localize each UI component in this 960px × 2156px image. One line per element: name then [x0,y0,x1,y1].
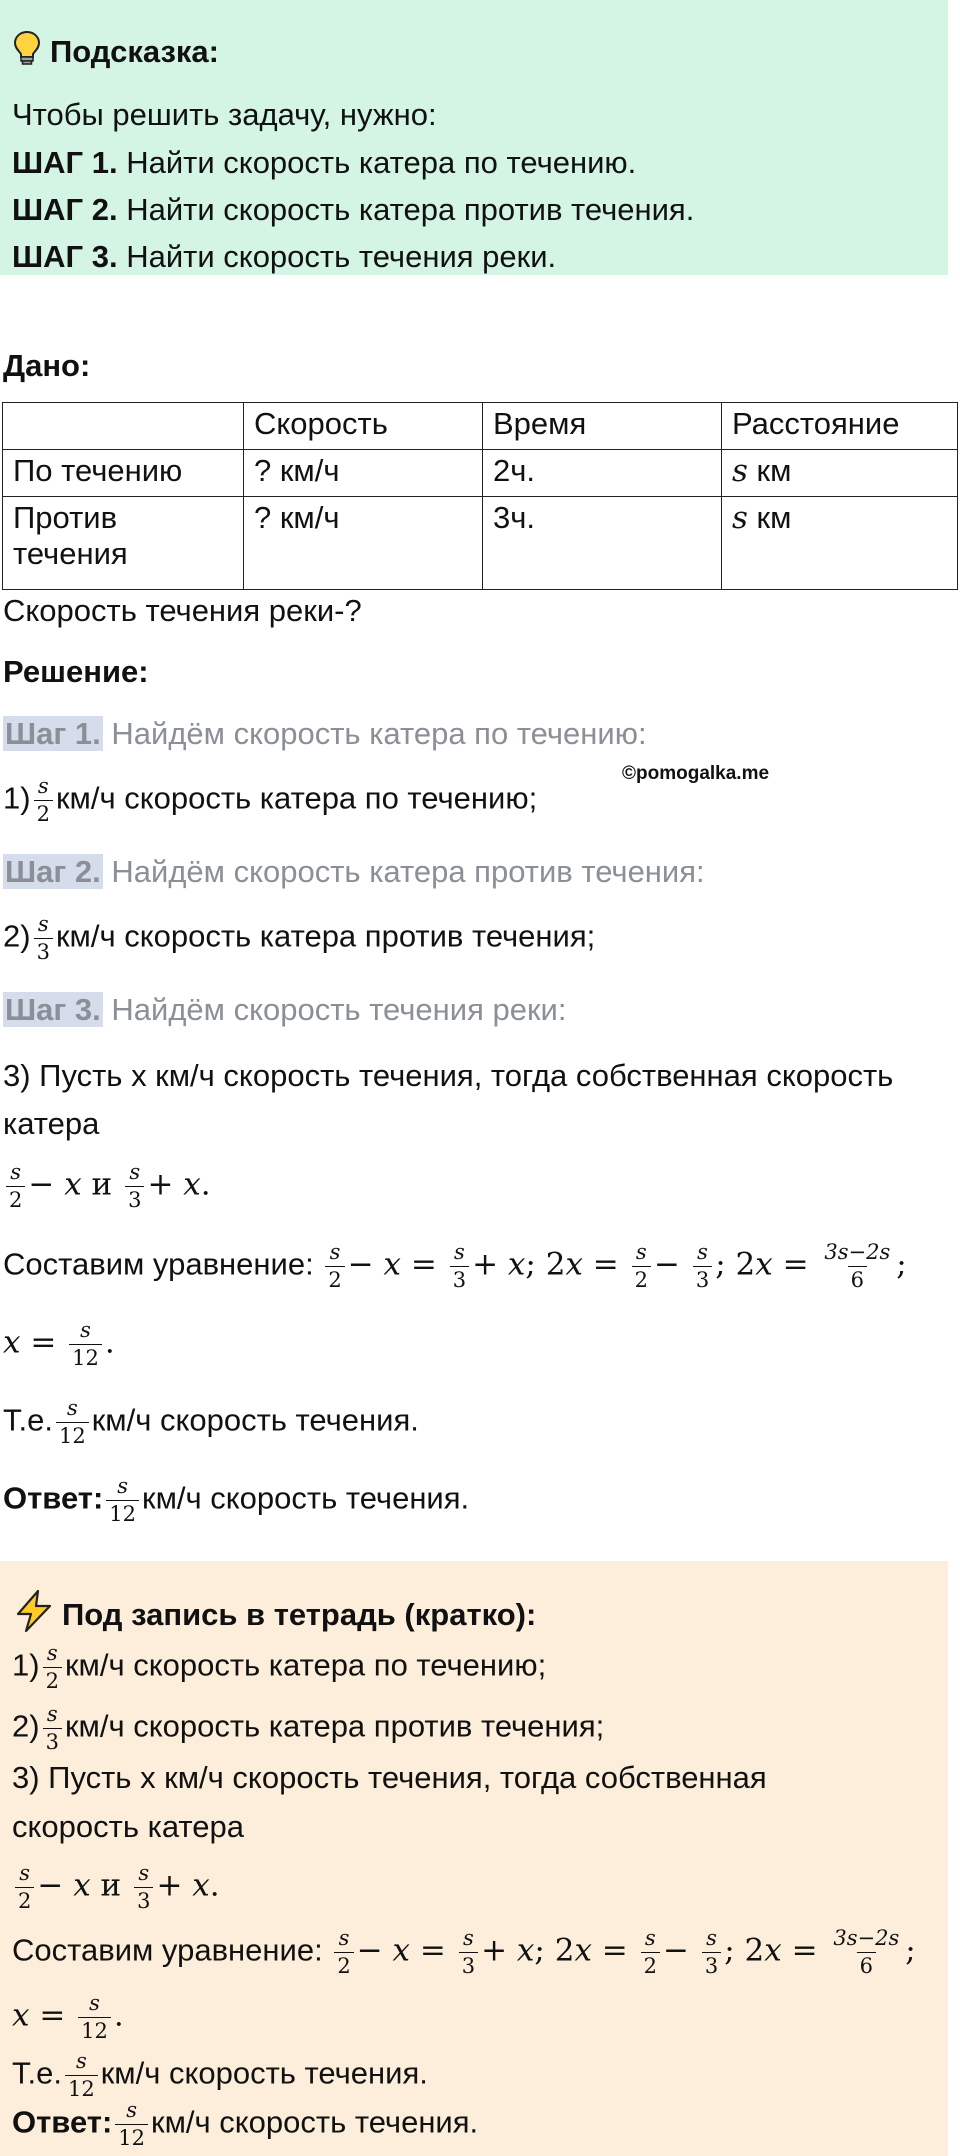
given-table [2,402,958,590]
solution-item-2: 2) $\frac{s}{3}$ км/ч скорость катера против течения; [3,912,596,964]
notes-answer-line: Ответ: $\frac{s}{12}$ км/ч скорость течения. [12,2098,479,2150]
hint-intro: Чтобы решить задачу, нужно: [12,97,437,132]
solution-label: Решение: [3,654,149,689]
step-2-heading: Шаг 2. Найдём скорость катера против течения: [5,854,705,889]
hint-step-2: ШАГ 2. Найти скорость катера против течения. [12,192,695,227]
x-result: x = $\frac{s}{12}$ . [3,1318,115,1370]
notes-item-3-line-2: скорость катера [12,1809,244,1844]
time-cell: 3ч. [483,497,722,590]
speed-cell: ? км/ч [244,450,483,497]
notebook-notes-box [0,1561,948,2156]
hint-step-3: ШАГ 3. Найти скорость течения реки. [12,239,557,274]
notes-title-row [12,1589,536,1641]
header-cell: Расстояние [722,403,958,450]
solution-item-3-line-2: катера [3,1106,100,1141]
header-cell: Время [483,403,722,450]
watermark: ©pomogalka.me [622,763,770,784]
notes-item-1: 1) $\frac{s}{2}$ км/ч скорость катера по течению; [12,1641,547,1693]
hint-box [0,0,948,275]
lightbulb-icon [12,30,42,74]
given-label: Дано: [3,348,91,383]
hint-title-row [12,30,219,74]
speed-cell: ? км/ч [244,497,483,590]
notes-x-result: x = $\frac{s}{12}$ . [12,1991,124,2043]
distance-cell: s км [722,450,958,497]
distance-cell: s км [722,497,958,590]
header-cell [3,403,244,450]
notes-item-2: 2) $\frac{s}{3}$ км/ч скорость катера против течения; [12,1702,605,1754]
step-3-heading: Шаг 3. Найдём скорость течения реки: [5,992,567,1027]
equation-line: Составим уравнение: $\frac{s}{2}$ − x = $\frac{s}{3}$ + x; 2x = $\frac{s}{2}$ − $\frac{s}{3}$ ; 2x = $\frac{3s-2s}{6}$ ; [3,1240,907,1292]
hint-title: Подсказка: [50,34,219,69]
row-label: По течению [3,450,244,497]
solution-item-3-line-1: 3) Пусть х км/ч скорость течения, тогда собственная скорость [3,1058,894,1093]
notes-te-line: Т.е. $\frac{s}{12}$ км/ч скорость течения. [12,2049,428,2101]
notes-expression-speeds: $\frac{s}{2}$ − x и $\frac{s}{3}$ + x. [12,1863,220,1912]
row-label: Против течения [3,497,244,590]
solution-item-1: 1) $\frac{s}{2}$ км/ч скорость катера по течению; [3,774,538,826]
lightning-icon [12,1589,56,1641]
te-line: Т.е. $\frac{s}{12}$ км/ч скорость течения. [3,1396,419,1448]
expression-speeds: $\frac{s}{2}$ − x и $\frac{s}{3}$ + x. [3,1162,211,1211]
notes-item-3-line-1: 3) Пусть х км/ч скорость течения, тогда собственная [12,1760,767,1795]
notes-title: Под запись в тетрадь (кратко): [62,1597,537,1632]
table-row [3,497,958,590]
header-cell: Скорость [244,403,483,450]
hint-step-1: ШАГ 1. Найти скорость катера по течению. [12,145,637,180]
time-cell: 2ч. [483,450,722,497]
given-question: Скорость течения реки-? [3,593,362,628]
table-header-row [3,403,958,450]
notes-equation-line: Составим уравнение: $\frac{s}{2}$ − x = $\frac{s}{3}$ + x; 2x = $\frac{s}{2}$ − $\frac{s}{3}$ ; 2x = $\frac{3s-2s}{6}$ ; [12,1926,916,1978]
step-1-heading: Шаг 1. Найдём скорость катера по течению: [5,716,647,751]
answer-line: Ответ: $\frac{s}{12}$ км/ч скорость течения. [3,1474,470,1526]
table-row [3,450,958,497]
